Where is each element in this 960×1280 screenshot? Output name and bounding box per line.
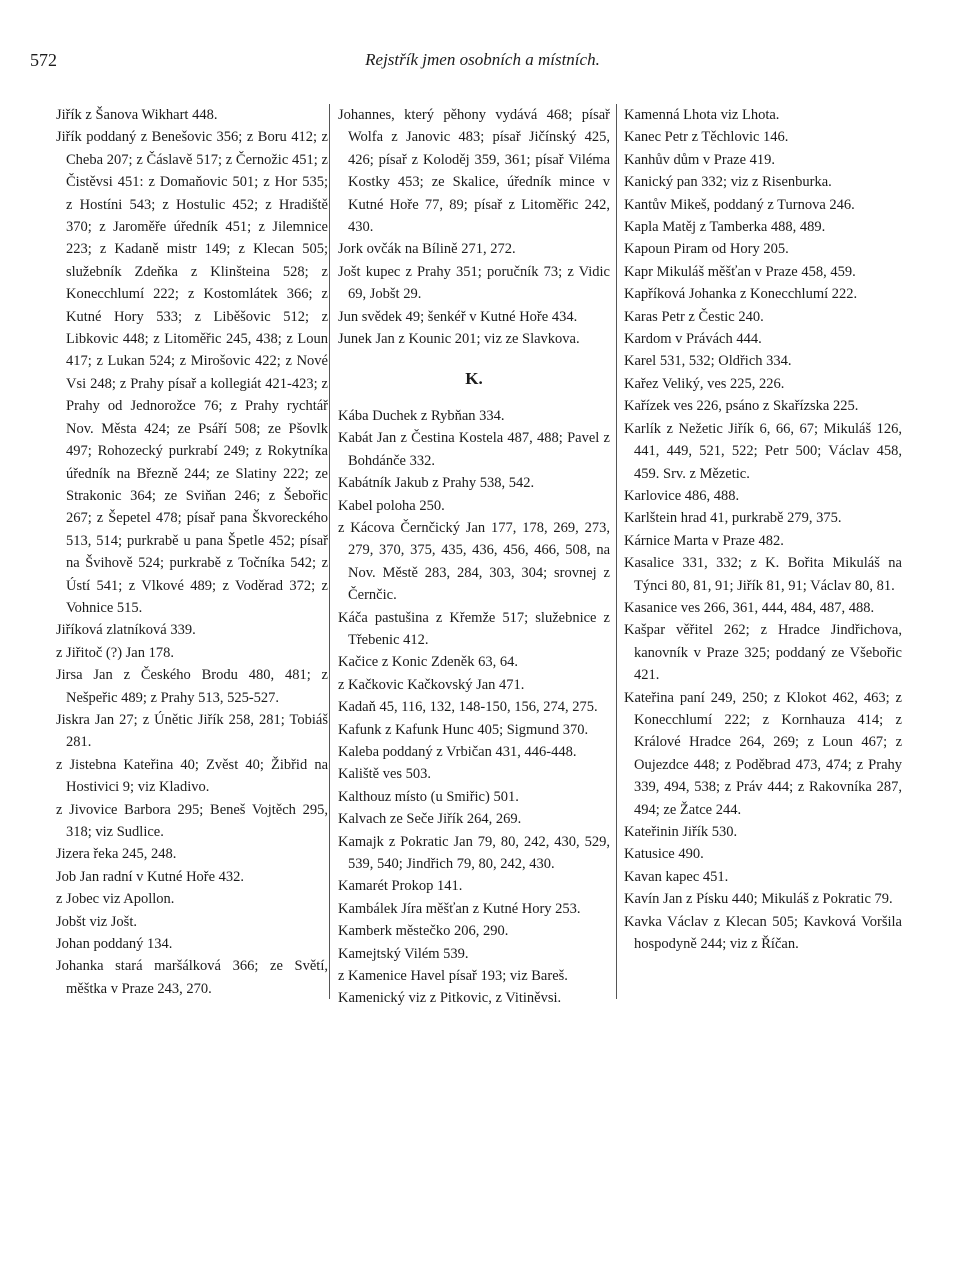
index-entry: z Kačkovic Kačkovský Jan 471. [338, 676, 525, 693]
index-entry: Kavan kapec 451. [624, 868, 729, 885]
index-entry: Jork ovčák na Bílině 271, 272. [338, 241, 516, 258]
column-divider [329, 104, 330, 999]
index-entry: Kateřinin Jiřík 530. [624, 824, 738, 840]
index-entry: Kateřina paní 249, 250; z Klokot 462, 463; z Konecchlumí 222; z Kornhauza 414; z Králové Hradce 264, 269; z Loun 467; z Oujezdce 448; z Poděbrad 473, 474; z Prahy 339, 494, 538; z Práv 444; z Rakovníka 287, 494; ze Žatce 244. [624, 689, 902, 818]
index-column-2-j-entries [338, 104, 610, 350]
index-entry: Job Jan radní v Kutné Hoře 432. [56, 868, 245, 885]
index-entry: Kárnice Marta v Praze 482. [624, 532, 784, 549]
index-entry: Kařez Veliký, ves 225, 226. [624, 375, 785, 392]
index-entry: Kapoun Piram od Hory 205. [624, 241, 789, 258]
index-entry: Kadaň 45, 116, 132, 148-150, 156, 274, 275. [338, 699, 598, 716]
index-entry: Kanec Petr z Těchlovic 146. [624, 129, 789, 146]
index-entry: Káča pastušina z Křemže 517; služebnice z Třebenic 412. [338, 609, 610, 648]
index-entry: Kapr Mikuláš měšťan v Praze 458, 459. [624, 263, 856, 280]
index-entry: Kařízek ves 226, psáno z Skařízska 225. [624, 398, 859, 415]
index-entry: Kantův Mikeš, poddaný z Turnova 246. [624, 196, 855, 213]
index-entry: Kába Duchek z Rybňan 334. [338, 407, 505, 424]
column-divider [616, 104, 617, 999]
index-column-2-k-entries [338, 405, 610, 1010]
index-entry: Kasanice ves 266, 361, 444, 484, 487, 488. [624, 599, 875, 616]
index-entry: Kalthouz místo (u Smiřic) 501. [338, 788, 519, 805]
index-entry: z Jobec viz Apollon. [56, 891, 175, 908]
index-entry: Kabel poloha 250. [338, 497, 445, 514]
index-entry: Kanický pan 332; viz z Risenburka. [624, 174, 832, 191]
index-entry: Kasalice 331, 332; z K. Bořita Mikuláš na Týnci 80, 81, 91; Jiřík 81, 91; Václav 80, 81. [624, 555, 902, 594]
page-number: 572 [30, 50, 57, 70]
index-entry: Kafunk z Kafunk Hunc 405; Sigmund 370. [338, 721, 589, 738]
index-entry: Jiřík poddaný z Benešovic 356; z Boru 412; z Cheba 207; z Čáslavě 517; z Černožic 451; z Čistěvsi 451: z Domaňovic 501; z Hor 535; z Hostíni 543; z Hostulic 452; z Hradiště 370; z Jaroměře úředník 451; z Jilemnice 223; z Kadaně mistr 149; z Klecan 505; služebník Zdeňka z Klinšteina 528; z Konecchlumí 222; z Kostomlátek 366; z Kutné Hory 533; z Liběšovic 512; z Libkovic 448; z Litoměřic 245, 438; z Loun 417; z Lukan 524; z Mirošovic 422; z Nové Vsi 248; z Prahy písař a kollegiát 421-423; z Prahy od Jednorožce 76; z Prahy rychtář Nov. Města 424; ze Psáří 508; ze Pšovlk 497; Rohozecký purkrabí 249; z Rokytníka úředník na Březně 244; ze Slatiny 222; ze Strakonic 364; ze Sviňan 246; z Šebořic 267; z Šepetel 478; písař pana Škvoreckého 513, 514; purkrabě u pana Špetle 452; písař na Švihově 524; purkrabě z Točníka 542; z Ústí 541; z Vlkové 489; z Voděrad 372; z Vohnice 515. [56, 129, 328, 616]
index-entry: Johanka stará maršálková 366; ze Světí, měštka v Praze 243, 270. [56, 958, 328, 997]
index-entry: Kavka Václav z Klecan 505; Kavková Voršila hospodyně 244; viz z Říčan. [624, 913, 902, 953]
index-column-3 [624, 104, 902, 955]
running-title: Rejstřík jmen osobních a místních. [365, 50, 600, 69]
index-entry: Kardom v Právách 444. [624, 331, 762, 348]
index-entry: Kačice z Konic Zdeněk 63, 64. [338, 654, 518, 671]
index-entry: Jobšt viz Jošt. [56, 913, 137, 930]
index-entry: Jiskra Jan 27; z Únětic Jiřík 258, 281; Tobiáš 281. [56, 711, 328, 751]
index-entry: Kapříková Johanka z Konecchlumí 222. [624, 286, 858, 303]
index-entry: Kalvach ze Seče Jiřík 264, 269. [338, 811, 522, 828]
index-entry: Kašpar věřitel 262; z Hradce Jindřichova, kanovník v Praze 325; poddaný ze Všebořic 421. [624, 622, 902, 684]
index-entry: Johannes, který pěhony vydává 468; písař Wolfa z Janovic 483; písař Jičínský 425, 426; písař z Koloděj 359, 361; písař Viléma Kostky 453; ze Skalice, úředník mince v Kutné Hoře 77, 89; písař z Litoměřic 242, 430. [338, 107, 610, 236]
index-entry: Kamejtský Vilém 539. [338, 945, 469, 962]
index-column-2 [338, 104, 610, 1010]
index-entry: Kaliště ves 503. [338, 766, 432, 783]
section-letter: K. [465, 369, 483, 389]
index-entry: z Kácova Černčický Jan 177, 178, 269, 273, 279, 370, 375, 435, 436, 456, 466, 508, na Nov. Městě 283, 284, 303, 304; srovnej z Černčic. [338, 519, 610, 604]
index-column-1 [56, 104, 328, 1000]
index-entry: Karas Petr z Čestic 240. [624, 308, 764, 325]
index-entry: Katusice 490. [624, 846, 704, 863]
index-entry: Karlík z Nežetic Jiřík 6, 66, 67; Mikuláš 126, 441, 449, 521, 522; Petr 500; Václav 458, 459. Srv. z Mězetic. [624, 420, 902, 482]
index-entry: Kamenický viz z Pitkovic, z Vitiněvsi. [338, 990, 562, 1007]
index-entry: Jun svědek 49; šenkéř v Kutné Hoře 434. [338, 308, 578, 325]
index-entry: Kamberk městečko 206, 290. [338, 923, 509, 940]
index-entry: Kabátník Jakub z Prahy 538, 542. [338, 475, 535, 492]
index-entry: z Jivovice Barbora 295; Beneš Vojtěch 295, 318; viz Sudlice. [56, 801, 328, 840]
index-entry: z Kamenice Havel písař 193; viz Bareš. [338, 968, 568, 985]
index-entry: Karel 531, 532; Oldřich 334. [624, 353, 792, 370]
index-entry: Kanhův dům v Praze 419. [624, 151, 776, 168]
index-entry: Jizera řeka 245, 248. [56, 846, 177, 863]
index-entry: Kavín Jan z Písku 440; Mikuláš z Pokratic 79. [624, 891, 893, 908]
index-entry: Kamarét Prokop 141. [338, 878, 463, 895]
index-entry: Kapla Matěj z Tamberka 488, 489. [624, 219, 826, 236]
index-entry: Junek Jan z Kounic 201; viz ze Slavkova. [338, 331, 580, 348]
index-entry: Jirsa Jan z Českého Brodu 480, 481; z Nešpeřic 489; z Prahy 513, 525-527. [56, 667, 328, 706]
index-entry: Jošt kupec z Prahy 351; poručník 73; z Vidic 69, Jobšt 29. [338, 263, 610, 303]
index-entry: Jiříková zlatníková 339. [56, 622, 196, 639]
page-header [30, 50, 935, 82]
index-entry: Kaleba poddaný z Vrbičan 431, 446-448. [338, 743, 577, 760]
index-entry: Kamajk z Pokratic Jan 79, 80, 242, 430, 529, 539, 540; Jindřich 79, 80, 242, 430. [338, 833, 610, 872]
index-entry: Kabát Jan z Čestina Kostela 487, 488; Pavel z Bohdánče 332. [338, 430, 610, 469]
index-entry: Johan poddaný 134. [56, 936, 173, 953]
index-entry: Karlovice 486, 488. [624, 487, 740, 504]
index-entry: z Jistebna Kateřina 40; Zvěst 40; Žibřid na Hostivici 9; viz Kladivo. [56, 756, 328, 796]
index-entry: Kambálek Jíra měšťan z Kutné Hory 253. [338, 900, 581, 917]
index-entry: z Jiřitoč (?) Jan 178. [56, 644, 174, 661]
index-entry: Karlštein hrad 41, purkrabě 279, 375. [624, 510, 842, 527]
index-entry: Jiřík z Šanova Wikhart 448. [56, 107, 218, 123]
index-entry: Kamenná Lhota viz Lhota. [624, 107, 780, 123]
